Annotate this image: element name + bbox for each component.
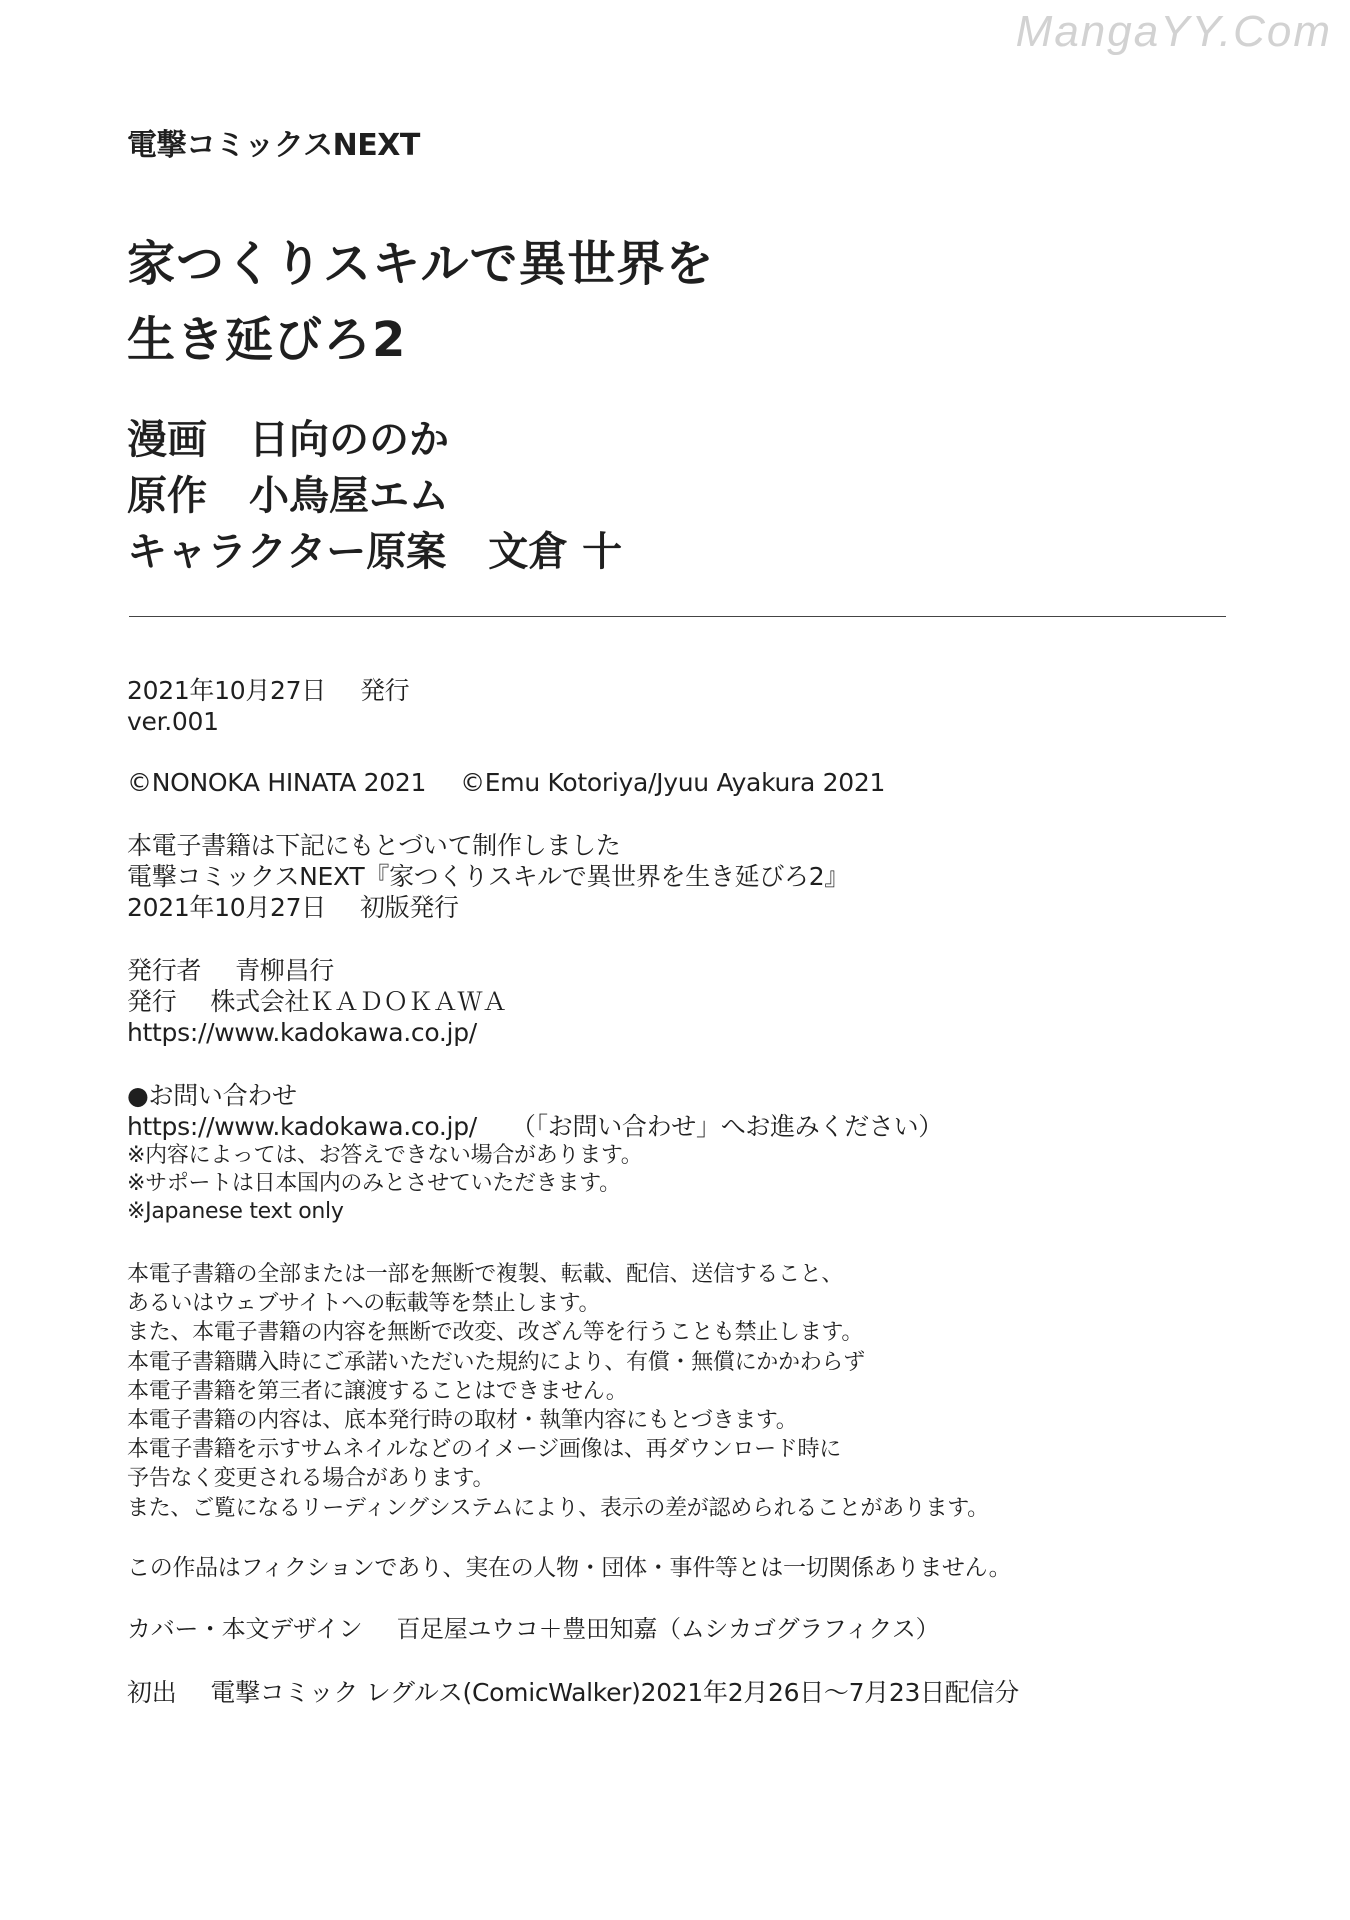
divider [129,616,1226,617]
publication-date: 2021年10月27日 [127,676,326,705]
company-label: 発行 [127,987,177,1016]
credit-name: 文倉 十 [488,529,623,575]
book-title [127,226,1227,378]
company-name: 株式会社ＫＡＤＯＫＡＷＡ [210,987,507,1016]
credit-role: キャラクター原案 [127,529,447,575]
issuer-line [127,955,1227,986]
legal-line: 本電子書籍購入時にご承諾いただいた規約により、有償・無償にかかわらず [127,1349,865,1375]
design-credit [127,1614,1227,1645]
credit-role: 漫画 [127,417,207,463]
legal-notice [127,1260,1227,1523]
legal-line: 予告なく変更される場合があります。 [127,1466,495,1492]
legal-line: あるいはウェブサイトへの転載等を禁止します。 [127,1291,601,1317]
first-appearance-label: 初出 [127,1677,177,1707]
contact-url-line [127,1111,1227,1142]
issuer-name: 青柳昌行 [235,956,334,985]
contact-url: https://www.kadokawa.co.jp/ [127,1112,477,1141]
title-line-2: 生き延びろ2 [127,312,407,368]
title-line-1: 家つくりスキルで異世界を [127,236,715,292]
legal-line: また、本電子書籍の内容を無断で改変、改ざん等を行うことも禁止します。 [127,1320,864,1346]
colophon-page [127,124,1227,1708]
contact-note: ※Japanese text only [127,1199,344,1224]
fiction-notice: この作品はフィクションであり、実在の人物・団体・事件等とは一切関係ありません。 [127,1554,1012,1581]
contact-info [127,1080,1227,1226]
contact-url-note: （「お問い合わせ」へお進みください） [510,1112,943,1141]
contact-notes [127,1142,1227,1226]
company-line [127,986,1227,1017]
legal-line: 本電子書籍を第三者に譲渡することはできません。 [127,1378,628,1404]
credit-name: 小鳥屋エム [249,473,449,519]
credit-row-original [127,468,1227,524]
copyright-art: ©NONOKA HINATA 2021 [127,768,427,797]
version: ver.001 [127,707,219,736]
publication-date-line [127,675,1227,706]
source-date-suffix: 初版発行 [359,893,459,922]
credit-name: 日向ののか [249,417,449,463]
source-info [127,830,1227,923]
watermark: MangaYY.Com [1015,7,1332,56]
contact-note: ※サポートは日本国内のみとさせていただきます。 [127,1171,621,1196]
legal-line: 本電子書籍を示すサムネイルなどのイメージ画像は、再ダウンロード時に [127,1437,841,1463]
source-line-2: 電撃コミックスNEXT『家つくりスキルで異世界を生き延びろ2』 [127,862,850,891]
credit-row-manga [127,412,1227,468]
legal-line: 本電子書籍の全部または一部を無断で複製、転載、配信、送信すること、 [127,1262,844,1287]
copyright [127,767,1227,798]
source-date: 2021年10月27日 [127,893,326,922]
publisher-info [127,955,1227,1048]
credit-role: 原作 [127,473,207,519]
contact-heading: ●お問い合わせ [127,1081,297,1110]
design-names: 百足屋ユウコ＋豊田知嘉（ムシカゴグラフィクス） [396,1614,940,1643]
contact-note: ※内容によっては、お答えできない場合があります。 [127,1143,643,1168]
copyright-story: ©Emu Kotoriya/Jyuu Ayakura 2021 [460,768,886,797]
source-line-3 [127,892,1227,923]
first-appearance-text: 電撃コミック レグルス(ComicWalker)2021年2月26日〜7月23日配信分 [210,1677,1019,1707]
issuer-label: 発行者 [127,956,202,985]
publication-info [127,675,1227,737]
imprint-label: 電撃コミックスNEXT [127,128,420,163]
design-label: カバー・本文デザイン [127,1614,363,1643]
credit-row-character [127,524,1227,580]
publication-date-suffix: 発行 [359,676,410,705]
publisher-url: https://www.kadokawa.co.jp/ [127,1018,477,1047]
legal-line: また、ご覧になるリーディングシステムにより、表示の差が認められることがあります。 [127,1495,989,1521]
credits [127,412,1227,580]
source-line-1: 本電子書籍は下記にもとづいて制作しました [127,831,621,860]
first-appearance [127,1677,1227,1708]
legal-line: 本電子書籍の内容は、底本発行時の取材・執筆内容にもとづきます。 [127,1408,798,1434]
